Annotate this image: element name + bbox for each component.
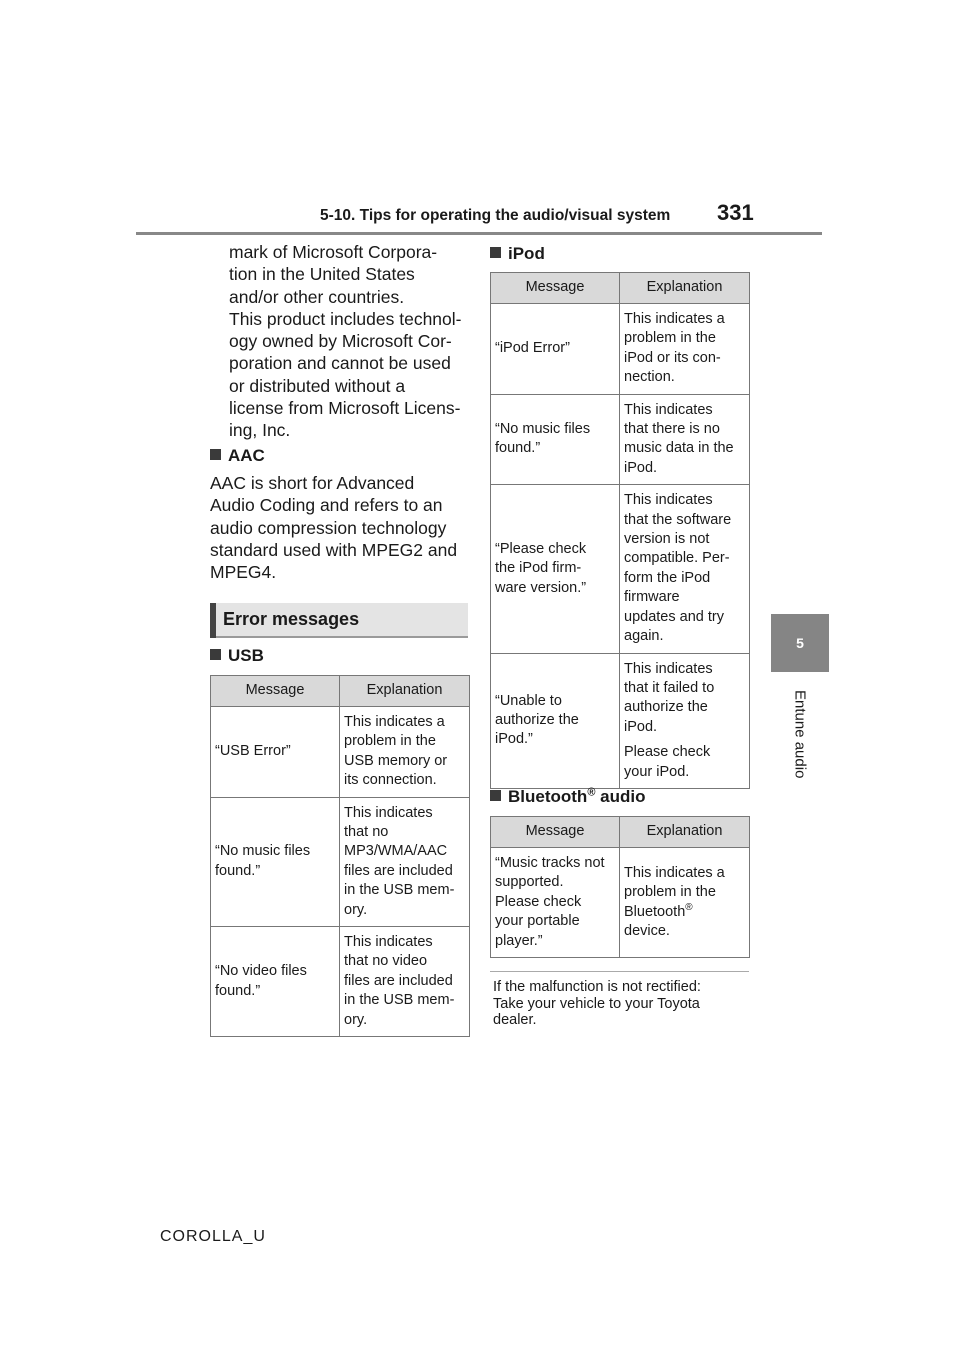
message-cell: “Music tracks not supported. Please check your portable player.” <box>491 848 620 958</box>
table-row <box>491 304 750 395</box>
aac-line: MPEG4. <box>210 562 277 583</box>
explanation-cell: This indicates a problem in the USB memory or its connection. <box>340 707 470 798</box>
section-stripe <box>210 603 216 638</box>
square-bullet-icon <box>210 449 221 460</box>
note-divider <box>490 971 749 972</box>
malfunction-note: If the malfunction is not rectified: Take your vehicle to your Toyota dealer. <box>493 979 701 1028</box>
intro-line: ogy owned by Microsoft Cor- <box>229 331 452 352</box>
usb-heading: USB <box>210 646 264 666</box>
explanation-cell: This indicates that there is no music data in the iPod. <box>620 394 750 485</box>
column-header-message: Message <box>491 273 620 304</box>
section-header-error-messages <box>210 603 468 638</box>
message-cell: “Please check the iPod firm- ware version.” <box>491 485 620 653</box>
table-row <box>491 394 750 485</box>
bluetooth-audio-heading: Bluetooth® audio <box>490 787 646 807</box>
intro-line: license from Microsoft Licens- <box>229 398 461 419</box>
column-header-message: Message <box>211 676 340 707</box>
table-row <box>491 485 750 653</box>
explanation-cell: This indicates that no MP3/WMA/AAC files are included in the USB mem- ory. <box>340 797 470 926</box>
message-cell: “Unable to authorize the iPod.” <box>491 653 620 788</box>
table-row <box>491 653 750 788</box>
aac-line: audio compression technology <box>210 517 447 538</box>
intro-line: and/or other countries. <box>229 286 405 307</box>
message-cell: “No music files found.” <box>491 394 620 485</box>
table-row <box>211 707 470 798</box>
footer-model-code: COROLLA_U <box>160 1228 266 1245</box>
table-header-row <box>211 676 470 707</box>
chapter-tab: 5 <box>771 614 829 672</box>
registered-mark: ® <box>587 786 596 799</box>
intro-line: mark of Microsoft Corpora- <box>229 242 438 262</box>
column-header-explanation: Explanation <box>340 676 470 707</box>
column-header-explanation: Explanation <box>620 817 750 848</box>
aac-line: AAC is short for Advanced <box>210 473 415 493</box>
explanation-cell: This indicates that no video files are included in the USB mem- ory. <box>340 927 470 1037</box>
message-cell: “No video files found.” <box>211 927 340 1037</box>
message-cell: “USB Error” <box>211 707 340 798</box>
table-row <box>211 797 470 926</box>
aac-line: standard used with MPEG2 and <box>210 539 458 560</box>
square-bullet-icon <box>210 649 221 660</box>
page-number: 331 <box>717 200 754 225</box>
intro-paragraph <box>229 241 461 442</box>
ipod-error-table <box>490 272 750 789</box>
intro-line: tion in the United States <box>229 264 415 285</box>
table-row <box>491 848 750 958</box>
ipod-heading: iPod <box>490 244 545 264</box>
header-title: 5-10. Tips for operating the audio/visual system <box>320 207 671 224</box>
square-bullet-icon <box>490 247 501 258</box>
usb-error-table <box>210 675 470 1037</box>
intro-line: ing, Inc. <box>229 420 291 441</box>
aac-paragraph <box>210 472 457 583</box>
column-header-explanation: Explanation <box>620 273 750 304</box>
message-cell: “No music files found.” <box>211 797 340 926</box>
explanation-cell: This indicates a problem in the Bluetooth® device. <box>620 848 750 958</box>
message-cell: “iPod Error” <box>491 304 620 395</box>
section-title: Error messages <box>223 609 360 629</box>
table-header-row <box>491 273 750 304</box>
explanation-cell: This indicates a problem in the iPod or its con- nection. <box>620 304 750 395</box>
header-rule <box>136 232 822 235</box>
explanation-cell: This indicates that the software version is not compatible. Per- form the iPod firmware updates and try again. <box>620 485 750 653</box>
column-header-message: Message <box>491 817 620 848</box>
bluetooth-error-table <box>490 816 750 958</box>
explanation-cell: This indicates that it failed to authorize the iPod. Please check your iPod. <box>620 653 750 788</box>
table-row <box>211 927 470 1037</box>
square-bullet-icon <box>490 790 501 801</box>
chapter-label: Entune audio <box>791 690 809 779</box>
table-header-row <box>491 817 750 848</box>
registered-mark: ® <box>685 901 693 913</box>
intro-line: This product includes technol- <box>229 308 462 329</box>
intro-line: poration and cannot be used <box>229 353 451 374</box>
intro-line: or distributed without a <box>229 375 406 396</box>
aac-line: Audio Coding and refers to an <box>210 495 443 516</box>
aac-heading: AAC <box>210 446 265 466</box>
